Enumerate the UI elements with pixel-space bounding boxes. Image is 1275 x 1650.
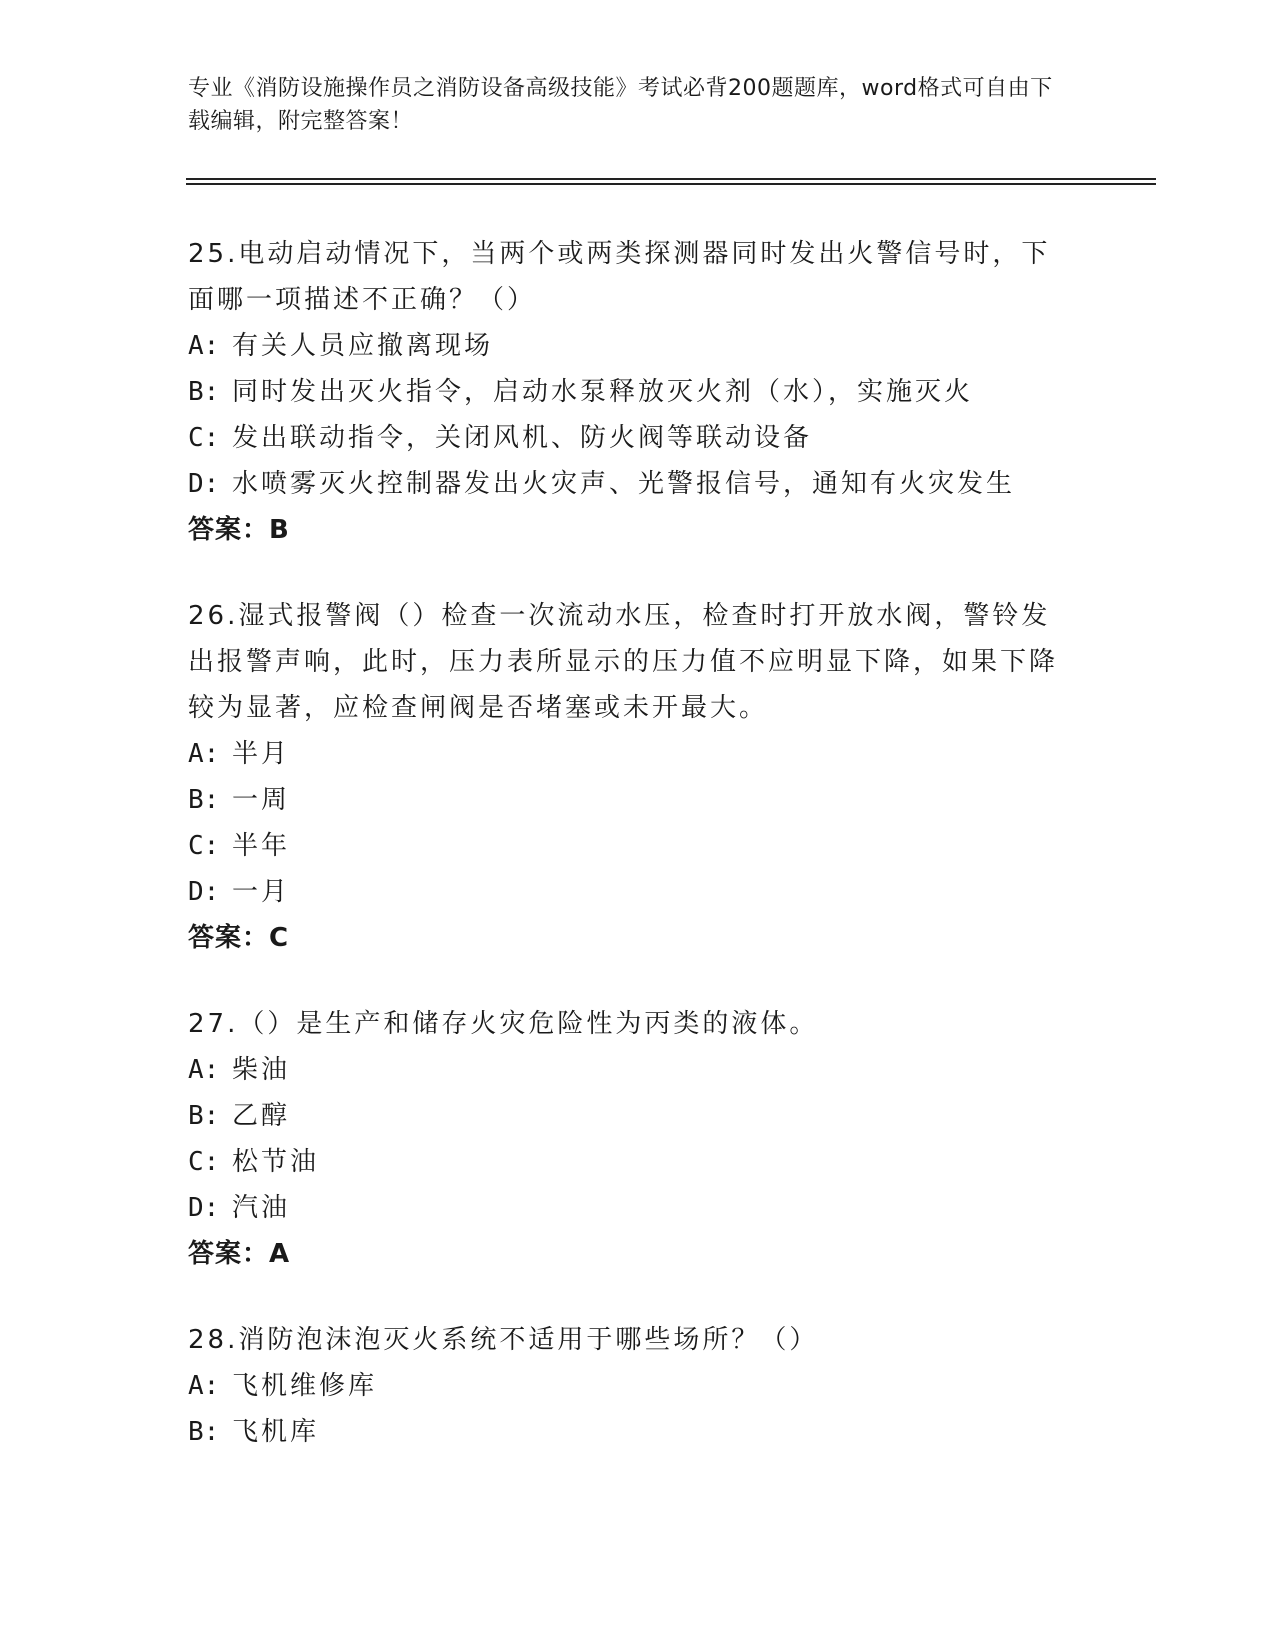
option-letter: B: (188, 1101, 220, 1131)
option-c (188, 1139, 1078, 1185)
option-text: 半年 (232, 831, 291, 861)
option-letter: D: (188, 877, 220, 907)
option-letter: C: (188, 831, 220, 861)
option-letter: B: (188, 377, 220, 407)
option-a (188, 323, 1078, 369)
option-text: 同时发出灭火指令，启动水泵释放灭火剂（水），实施灭火 (232, 377, 974, 407)
option-text: 汽油 (232, 1193, 291, 1223)
question-28 (188, 1317, 1078, 1455)
option-d (188, 1185, 1078, 1231)
option-letter: A: (188, 1055, 220, 1085)
answer-label: 答案：A (188, 1239, 291, 1269)
option-text: 乙醇 (232, 1101, 291, 1131)
question-25 (188, 231, 1078, 553)
option-text: 飞机库 (232, 1417, 320, 1447)
option-letter: C: (188, 1147, 220, 1177)
option-b (188, 1093, 1078, 1139)
question-26 (188, 593, 1078, 961)
question-list (188, 231, 1078, 1495)
answer-label: 答案：B (188, 515, 290, 545)
option-letter: D: (188, 1193, 220, 1223)
option-letter: A: (188, 331, 220, 361)
option-d (188, 461, 1078, 507)
option-c (188, 415, 1078, 461)
option-b (188, 777, 1078, 823)
option-a (188, 1363, 1078, 1409)
option-text: 柴油 (232, 1055, 291, 1085)
answer-label: 答案：C (188, 923, 290, 953)
option-c (188, 823, 1078, 869)
option-text: 一月 (232, 877, 291, 907)
question-stem: 27.（）是生产和储存火灾危险性为丙类的液体。 (188, 1009, 819, 1039)
header-divider-top (186, 178, 1156, 180)
question-stem: 26.湿式报警阀（）检查一次流动水压，检查时打开放水阀，警铃发出报警声响，此时，压力表所显示的压力值不应明显下降，如果下降较为显著，应检查闸阀是否堵塞或未开最大。 (188, 601, 1059, 723)
option-letter: B: (188, 1417, 220, 1447)
option-d (188, 869, 1078, 915)
option-text: 一周 (232, 785, 291, 815)
option-text: 发出联动指令，关闭风机、防火阀等联动设备 (232, 423, 813, 453)
option-letter: A: (188, 739, 220, 769)
option-letter: D: (188, 469, 220, 499)
question-stem: 28.消防泡沫泡灭火系统不适用于哪些场所？（） (188, 1325, 819, 1355)
document-header: 专业《消防设施操作员之消防设备高级技能》考试必背200题题库，word格式可自由下载编辑，附完整答案！ (188, 76, 1053, 134)
option-text: 半月 (232, 739, 291, 769)
option-b (188, 1409, 1078, 1455)
option-text: 飞机维修库 (232, 1371, 378, 1401)
option-letter: A: (188, 1371, 220, 1401)
header-divider-bottom (186, 183, 1156, 185)
option-a (188, 1047, 1078, 1093)
option-text: 松节油 (232, 1147, 320, 1177)
option-letter: B: (188, 785, 220, 815)
option-b (188, 369, 1078, 415)
option-text: 水喷雾灭火控制器发出火灾声、光警报信号，通知有火灾发生 (232, 469, 1016, 499)
option-a (188, 731, 1078, 777)
option-letter: C: (188, 423, 220, 453)
question-27 (188, 1001, 1078, 1277)
question-stem: 25.电动启动情况下，当两个或两类探测器同时发出火警信号时，下面哪一项描述不正确？（） (188, 239, 1051, 315)
option-text: 有关人员应撤离现场 (232, 331, 494, 361)
